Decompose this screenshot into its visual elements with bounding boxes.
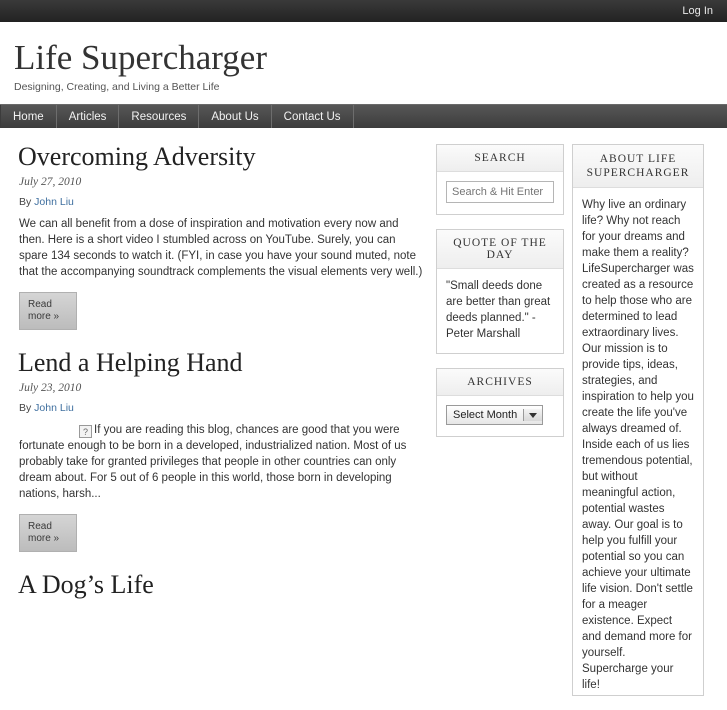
broken-image-icon: ? (79, 425, 92, 438)
widget-search (436, 144, 564, 215)
post-byline (19, 402, 426, 414)
widget-title-search: SEARCH (437, 145, 563, 172)
post-list (8, 128, 436, 710)
archives-select-value: Select Month (453, 409, 518, 421)
post-byline (19, 196, 426, 208)
post-date: July 23, 2010 (19, 382, 82, 394)
byline-prefix: By (19, 402, 35, 414)
site-tagline: Designing, Creating, and Living a Better Life (14, 81, 220, 93)
widget-body-quote (437, 269, 563, 353)
quote-text: "Small deeds done are better than great deeds planned." - Peter Marshall (446, 280, 551, 340)
post-excerpt-text: If you are reading this blog, chances are good that you were fortunate enough to be born in a developed, industrialized nation. Most of us probably take for granted privileges that people in other countries can only dream about. For 5 out of 6 people in this world, those born in developing nations, harsh... (19, 424, 407, 500)
login-link[interactable]: Log In (682, 5, 713, 17)
chevron-down-icon[interactable] (523, 409, 542, 421)
sidebar-primary (436, 128, 564, 710)
page-body (0, 128, 727, 710)
widget-title-about: ABOUT LIFE SUPERCHARGER (573, 145, 703, 188)
byline-prefix: By (19, 196, 35, 208)
widget-title-archives: ARCHIVES (437, 369, 563, 396)
nav-item-contact-us[interactable]: Contact Us (272, 105, 354, 128)
widget-body-search (437, 172, 563, 214)
post-item (16, 570, 426, 600)
post-author-link[interactable]: John Liu (34, 402, 74, 414)
sidebar-secondary (564, 128, 704, 710)
top-bar (0, 0, 727, 22)
widget-title-quote: QUOTE OF THE DAY (437, 230, 563, 269)
nav-item-home[interactable]: Home (0, 105, 57, 128)
post-author-link[interactable]: John Liu (34, 196, 74, 208)
post-excerpt: We can all benefit from a dose of inspiration and motivation every now and then. Here is a short video I stumbled across on YouTube. Surely, you can spare 134 seconds to watch it. (FYI, in case you have your sound muted, note that the accompanying soundtrack complements the visual elements very well.) (19, 218, 423, 278)
widget-quote-of-the-day (436, 229, 564, 354)
nav-item-resources[interactable]: Resources (119, 105, 199, 128)
about-text: Why live an ordinary life? Why not reach for your dreams and make them a reality? LifeSupercharger was created as a resource to help those who are determined to lead extraordinary lives. Our mission is to provide tips, ideas, strategies, and inspiration to help you create the life you've always dreamed of. Inside each of us lies tremendous potential, but without meaningful action, potential wastes away. Our goal is to help you fulfill your potential so you can achieve your ultimate life vision. Don't settle for a meager existence. Expect and demand more for yourself. Supercharge your life! (582, 199, 694, 691)
read-more-button[interactable]: Read more » (19, 292, 77, 330)
search-input[interactable] (446, 181, 554, 203)
site-header (0, 22, 727, 104)
nav-item-articles[interactable]: Articles (57, 105, 120, 128)
nav-item-about-us[interactable]: About Us (199, 105, 271, 128)
widget-about (572, 144, 704, 696)
post-date: July 27, 2010 (19, 176, 82, 188)
post-item (16, 348, 426, 552)
widget-body-archives (437, 396, 563, 436)
widget-archives (436, 368, 564, 437)
post-title[interactable]: Lend a Helping Hand (18, 348, 243, 377)
post-title[interactable]: A Dog’s Life (18, 570, 154, 599)
read-more-button[interactable]: Read more » (19, 514, 77, 552)
post-item (16, 142, 426, 330)
post-title[interactable]: Overcoming Adversity (18, 142, 256, 171)
post-excerpt (19, 422, 426, 502)
archives-select[interactable] (446, 405, 543, 425)
main-navigation (0, 104, 727, 128)
site-title: Life Supercharger (14, 38, 267, 77)
